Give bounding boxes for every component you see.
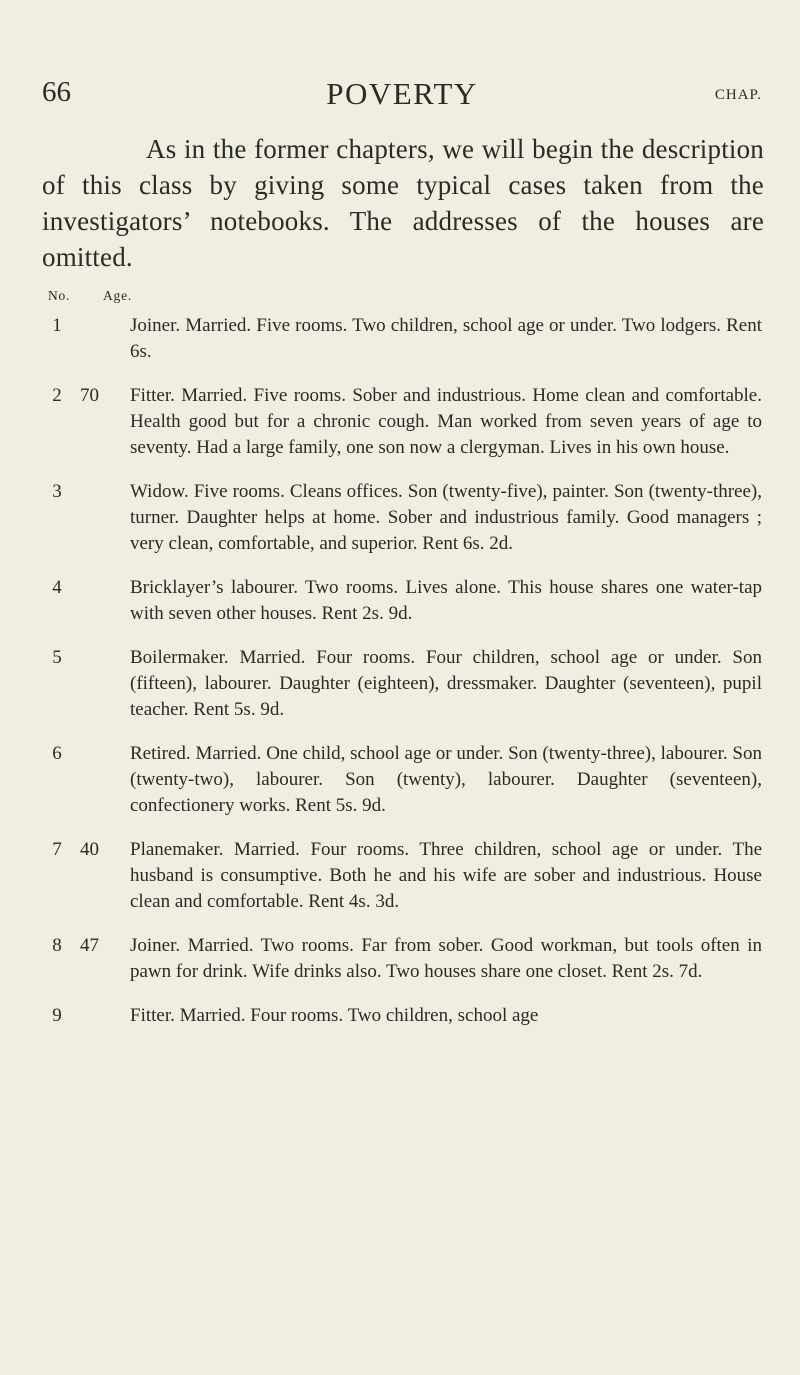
case-entry: [0, 837, 800, 915]
case-description: Joiner. Married. Two rooms. Far from sober. Good workman, but tools often in pawn for drink. Wife drinks also. Two houses share one closet. Rent 2s. 7d.: [130, 935, 762, 982]
case-number: 4: [52, 577, 62, 598]
case-number: 7: [52, 839, 62, 860]
running-title: POVERTY: [326, 76, 478, 111]
case-number: 1: [52, 315, 62, 336]
case-entry: [0, 479, 800, 557]
case-description: Widow. Five rooms. Cleans offices. Son (twenty-five), painter. Son (twenty-three), turner. Daughter helps at home. Sober and industrious family. Good managers ; very clean, comfortable, and superior. Rent 6s. 2d.: [130, 481, 762, 554]
case-number: 9: [52, 1005, 62, 1026]
column-heading-age: Age.: [103, 288, 133, 303]
case-age: 70: [80, 385, 99, 406]
case-entry: [0, 645, 800, 723]
intro-paragraph: As in the former chapters, we will begin the description of this class by giving some typical cases taken from the investigators’ notebooks. The addresses of the houses are omitted.: [42, 134, 764, 272]
case-entry: [0, 741, 800, 819]
case-number: 3: [52, 481, 62, 502]
page-number: 66: [42, 76, 71, 108]
case-list: [0, 313, 800, 1047]
case-entry: [0, 383, 800, 461]
case-entry: [0, 575, 800, 627]
case-description: Retired. Married. One child, school age or under. Son (twenty-three), labourer. Son (twenty-two), labourer. Son (twenty), labourer. Daughter (seventeen), confectionery works. Rent 5s. 9d.: [130, 743, 762, 816]
column-heading-no: No.: [48, 288, 71, 303]
case-age: 40: [80, 839, 99, 860]
case-number: 2: [52, 385, 62, 406]
case-description: Fitter. Married. Five rooms. Sober and industrious. Home clean and comfortable. Health good but for a chronic cough. Man worked from seven years of age to seventy. Had a large family, one son now a clergyman. Lives in his own house.: [130, 385, 762, 458]
case-entry: [0, 933, 800, 985]
case-description: Joiner. Married. Five rooms. Two children, school age or under. Two lodgers. Rent 6s.: [130, 315, 762, 362]
case-age: 47: [80, 935, 99, 956]
case-description: Fitter. Married. Four rooms. Two children, school age: [130, 1005, 539, 1026]
case-number: 8: [52, 935, 62, 956]
case-description: Bricklayer’s labourer. Two rooms. Lives alone. This house shares one water-tap with seven other houses. Rent 2s. 9d.: [130, 577, 762, 624]
case-number: 5: [52, 647, 62, 668]
chapter-label: CHAP.: [714, 87, 762, 103]
case-description: Boilermaker. Married. Four rooms. Four children, school age or under. Son (fifteen), labourer. Daughter (eighteen), dressmaker. Daughter (seventeen), pupil teacher. Rent 5s. 9d.: [130, 647, 762, 720]
case-description: Planemaker. Married. Four rooms. Three children, school age or under. The husband is consumptive. Both he and his wife are sober and industrious. House clean and comfortable. Rent 4s. 3d.: [130, 839, 762, 912]
page-header: [42, 76, 762, 116]
case-entry: [0, 313, 800, 365]
case-number: 6: [52, 743, 62, 764]
case-entry: [0, 1003, 800, 1029]
